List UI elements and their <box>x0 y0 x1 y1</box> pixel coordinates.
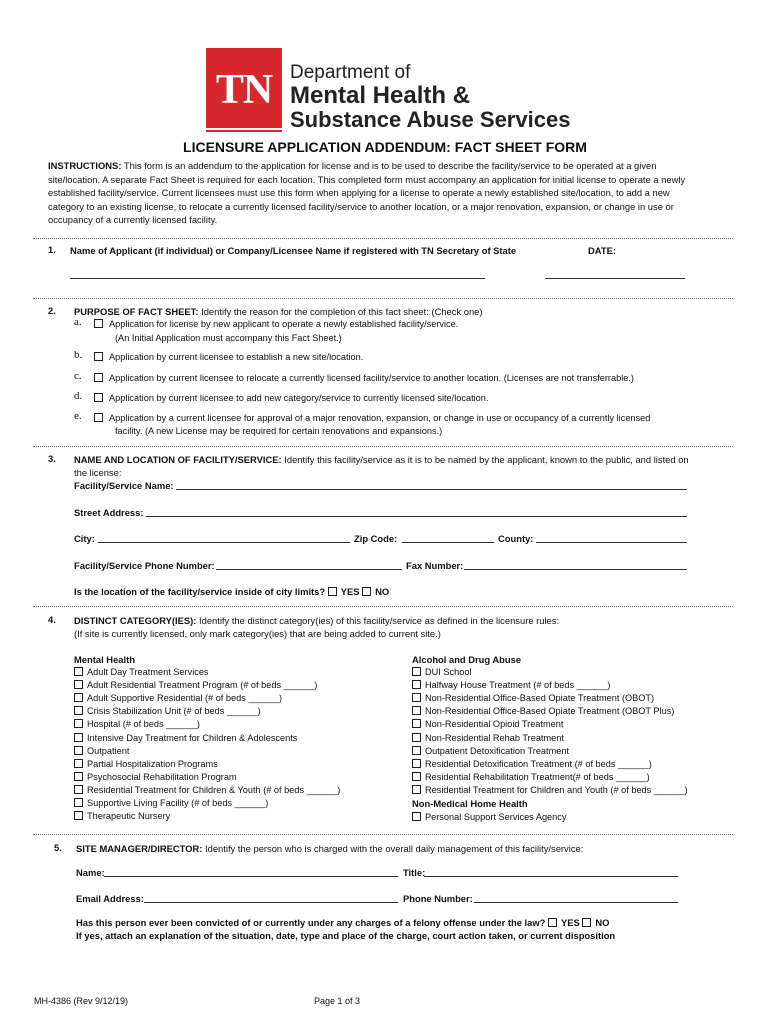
manager-title-field[interactable] <box>424 876 678 877</box>
category-option[interactable] <box>74 810 170 823</box>
street-address-field[interactable] <box>146 516 687 517</box>
section-divider <box>33 446 733 447</box>
option-b[interactable] <box>94 351 363 364</box>
checkbox[interactable] <box>94 319 103 328</box>
dept-name-line2: Mental Health & <box>290 82 471 109</box>
manager-email-field[interactable] <box>144 902 398 903</box>
alcohol-drug-title: Alcohol and Drug Abuse <box>412 654 522 665</box>
checkbox-yes[interactable] <box>548 918 557 927</box>
section-divider <box>33 298 733 299</box>
section2-heading <box>74 305 483 318</box>
option-c-letter: c. <box>74 370 82 382</box>
category-option[interactable] <box>74 705 261 718</box>
checkbox[interactable] <box>74 746 83 755</box>
category-label: Intensive Day Treatment for Children & Adolescents <box>87 732 298 743</box>
manager-phone-label: Phone Number: <box>403 893 473 904</box>
date-field[interactable] <box>545 278 685 279</box>
checkbox[interactable] <box>412 719 421 728</box>
category-label: Outpatient Detoxification Treatment <box>425 745 570 756</box>
option-a[interactable] <box>94 318 458 331</box>
section4-text: Identify the distinct category(ies) of this facility/service as defined in the licensure rules: <box>196 615 560 626</box>
category-option[interactable] <box>74 692 282 705</box>
checkbox[interactable] <box>94 373 103 382</box>
category-label: Outpatient <box>87 745 130 756</box>
section5-number: 5. <box>54 842 62 853</box>
category-option[interactable] <box>412 718 563 731</box>
section5-label: SITE MANAGER/DIRECTOR: <box>76 843 203 854</box>
checkbox[interactable] <box>412 746 421 755</box>
category-label: Hospital (# of beds ______) <box>87 719 200 730</box>
category-label: Residential Treatment for Children and Youth (# of beds ______) <box>425 784 688 795</box>
category-option[interactable] <box>412 692 654 705</box>
category-option[interactable] <box>412 784 688 797</box>
facility-phone-field[interactable] <box>216 569 402 570</box>
no-label: NO <box>375 586 390 597</box>
checkbox[interactable] <box>94 352 103 361</box>
checkbox[interactable] <box>74 785 83 794</box>
felony-note: If yes, attach an explanation of the situation, date, type and place of the charge, court action taken, or current disposition <box>76 930 616 941</box>
city-field[interactable] <box>98 542 350 543</box>
category-label: Non-Residential Office-Based Opiate Treatment (OBOT Plus) <box>425 706 675 717</box>
option-c-text: Application by current licensee to relocate a currently licensed facility/service to another location. (Licenses are not transferrable.) <box>109 373 634 383</box>
category-option[interactable] <box>412 705 674 718</box>
dept-name-line1: Department of <box>290 62 411 83</box>
city-limits-question <box>74 585 389 598</box>
nonmedical-title: Non-Medical Home Health <box>412 798 528 809</box>
category-option[interactable] <box>74 745 129 758</box>
option-d-letter: d. <box>74 390 83 402</box>
instructions-text: This form is an addendum to the application for license and is to be used to describe the facility/service to be operated at a given site/location. A separate Fact Sheet is required for each location. This completed form must accompany an application for initial license to operate a newly established facility/service. Current licensees must use this form when applying for a license to operate a newly established site/location, to add a new category to an existing license, to relocate a currently licensed facility/service to another location, or a major renovation, expansion, or change in use or occupancy of a currently licensed facility. <box>48 160 686 225</box>
manager-email-label: Email Address: <box>76 893 144 904</box>
section-divider <box>33 606 733 607</box>
category-label: Therapeutic Nursery <box>87 811 171 822</box>
option-c[interactable] <box>94 372 634 385</box>
category-option[interactable] <box>412 811 566 824</box>
form-title: LICENSURE APPLICATION ADDENDUM: FACT SHEET FORM <box>183 139 587 155</box>
mental-health-title: Mental Health <box>74 654 135 665</box>
fax-label: Fax Number: <box>406 560 464 571</box>
applicant-name-field[interactable] <box>70 278 485 279</box>
zip-field[interactable] <box>402 542 494 543</box>
checkbox[interactable] <box>412 680 421 689</box>
checkbox-no[interactable] <box>362 587 371 596</box>
felony-question-text: Has this person ever been convicted of or currently under any charges of a felony offense under the law? <box>76 917 546 928</box>
category-option[interactable] <box>74 771 237 784</box>
checkbox[interactable] <box>74 798 83 807</box>
checkbox[interactable] <box>74 667 83 676</box>
section2-number: 2. <box>48 305 56 316</box>
option-a-note: (An Initial Application must accompany this Fact Sheet.) <box>115 333 342 343</box>
checkbox[interactable] <box>74 706 83 715</box>
manager-title-label: Title: <box>403 867 426 878</box>
city-label: City: <box>74 533 95 544</box>
checkbox[interactable] <box>74 772 83 781</box>
checkbox[interactable] <box>94 393 103 402</box>
yes-label: YES <box>340 586 360 597</box>
section3-heading <box>74 453 694 466</box>
checkbox[interactable] <box>74 811 83 820</box>
logo-rule <box>206 128 282 130</box>
checkbox[interactable] <box>74 759 83 768</box>
option-d[interactable] <box>94 392 488 405</box>
no-label: NO <box>595 917 610 928</box>
checkbox-yes[interactable] <box>328 587 337 596</box>
section-divider <box>33 238 733 239</box>
section5-text: Identify the person who is charged with the overall daily management of this facility/service: <box>202 843 584 854</box>
section4-label: DISTINCT CATEGORY(IES): <box>74 615 197 626</box>
category-label: Non-Residential Office-Based Opiate Treatment (OBOT) <box>425 693 655 704</box>
category-label: Crisis Stabilization Unit (# of beds ______) <box>87 706 261 717</box>
category-label: Non-Residential Rehab Treatment <box>425 732 564 743</box>
option-d-text: Application by current licensee to add new category/service to currently licensed site/location. <box>109 393 489 403</box>
category-option[interactable] <box>74 732 297 745</box>
category-option[interactable] <box>74 666 209 679</box>
instructions-label: INSTRUCTIONS: <box>48 160 122 171</box>
checkbox[interactable] <box>412 667 421 676</box>
category-option[interactable] <box>412 732 564 745</box>
manager-name-label: Name: <box>76 867 105 878</box>
option-a-text: Application for license by new applicant to operate a newly established facility/service. <box>109 319 459 329</box>
checkbox[interactable] <box>94 413 103 422</box>
checkbox[interactable] <box>412 733 421 742</box>
felony-question <box>76 916 609 929</box>
category-label: Adult Day Treatment Services <box>87 667 209 677</box>
street-address-label: Street Address: <box>74 507 144 518</box>
section4-heading <box>74 614 559 627</box>
section5-heading <box>76 842 583 855</box>
category-option[interactable] <box>412 771 650 784</box>
category-option[interactable] <box>412 666 471 679</box>
section1-number: 1. <box>48 244 56 255</box>
section3-text2: the license: <box>74 467 122 478</box>
checkbox[interactable] <box>412 772 421 781</box>
category-label: Residential Detoxification Treatment (# of beds ______) <box>425 758 652 769</box>
section3-number: 3. <box>48 453 56 464</box>
option-b-letter: b. <box>74 349 83 361</box>
facility-name-field[interactable] <box>176 489 687 490</box>
section1-label: Name of Applicant (if individual) or Company/Licensee Name if registered with TN Secretary of State <box>70 245 517 256</box>
category-label: Residential Rehabilitation Treatment(# of beds ______) <box>425 771 650 782</box>
date-label: DATE: <box>588 245 616 256</box>
section3-text: Identify this facility/service as it is to be named by the applicant, known to the public, and listed on <box>281 454 689 465</box>
county-label: County: <box>498 533 534 544</box>
county-field[interactable] <box>536 542 687 543</box>
category-option[interactable] <box>412 745 569 758</box>
yes-label: YES <box>561 917 580 928</box>
option-e[interactable] <box>94 412 650 425</box>
dept-name-line3: Substance Abuse Services <box>290 107 571 132</box>
manager-phone-field[interactable] <box>474 902 678 903</box>
checkbox[interactable] <box>412 785 421 794</box>
category-option[interactable] <box>74 718 200 731</box>
category-label: Non-Residential Opioid Treatment <box>425 719 564 730</box>
checkbox[interactable] <box>412 759 421 768</box>
category-label: Personal Support Services Agency <box>425 812 567 822</box>
section4-number: 4. <box>48 614 56 625</box>
form-id: MH-4386 (Rev 9/12/19) <box>34 996 129 1006</box>
checkbox[interactable] <box>412 693 421 702</box>
category-option[interactable] <box>412 679 610 692</box>
category-option[interactable] <box>74 784 340 797</box>
department-logo <box>206 48 571 132</box>
section4-text2: (If site is currently licensed, only mark category(ies) that are being added to current site.) <box>74 628 441 639</box>
page-number: Page 1 of 3 <box>314 996 361 1006</box>
category-label: Adult Residential Treatment Program (# of beds ______) <box>87 680 318 691</box>
facility-name-label: Facility/Service Name: <box>74 480 174 491</box>
fax-field[interactable] <box>464 569 687 570</box>
phone-label: Facility/Service Phone Number: <box>74 560 215 571</box>
category-option[interactable] <box>74 758 218 771</box>
checkbox[interactable] <box>74 680 83 689</box>
checkbox[interactable] <box>74 733 83 742</box>
checkbox[interactable] <box>412 706 421 715</box>
option-e-note: facility. (A new License may be required for certain renovations and expansions.) <box>115 426 443 436</box>
option-e-text: Application by a current licensee for approval of a major renovation, expansion, or change in use or occupancy of a currently licensed <box>109 413 651 423</box>
checkbox[interactable] <box>412 812 421 821</box>
category-label: Adult Supportive Residential (# of beds ______) <box>87 693 283 704</box>
section3-label: NAME AND LOCATION OF FACILITY/SERVICE: <box>74 454 282 465</box>
city-limits-text: Is the location of the facility/service inside of city limits? <box>74 586 326 597</box>
option-a-letter: a. <box>74 316 82 328</box>
category-label: DUI School <box>425 667 472 677</box>
checkbox[interactable] <box>74 693 83 702</box>
category-label: Supportive Living Facility (# of beds ______) <box>87 798 269 808</box>
section2-label: PURPOSE OF FACT SHEET: <box>74 306 199 317</box>
checkbox-no[interactable] <box>582 918 591 927</box>
manager-name-field[interactable] <box>104 876 398 877</box>
option-e-letter: e. <box>74 410 82 422</box>
category-option[interactable] <box>74 797 268 810</box>
checkbox[interactable] <box>74 719 83 728</box>
category-label: Halfway House Treatment (# of beds ______) <box>425 680 611 691</box>
category-option[interactable] <box>74 679 317 692</box>
instructions <box>48 159 688 227</box>
category-label: Residential Treatment for Children & Youth (# of beds ______) <box>87 784 341 795</box>
category-option[interactable] <box>412 758 652 771</box>
section-divider <box>33 834 733 835</box>
option-b-text: Application by current licensee to establish a new site/location. <box>109 352 364 362</box>
category-label: Psychosocial Rehabilitation Program <box>87 771 237 782</box>
category-label: Partial Hospitalization Programs <box>87 758 218 769</box>
section2-text: Identify the reason for the completion of this fact sheet: (Check one) <box>198 306 483 317</box>
tn-logo-mark: TN <box>206 48 282 132</box>
zip-label: Zip Code: <box>354 533 398 544</box>
